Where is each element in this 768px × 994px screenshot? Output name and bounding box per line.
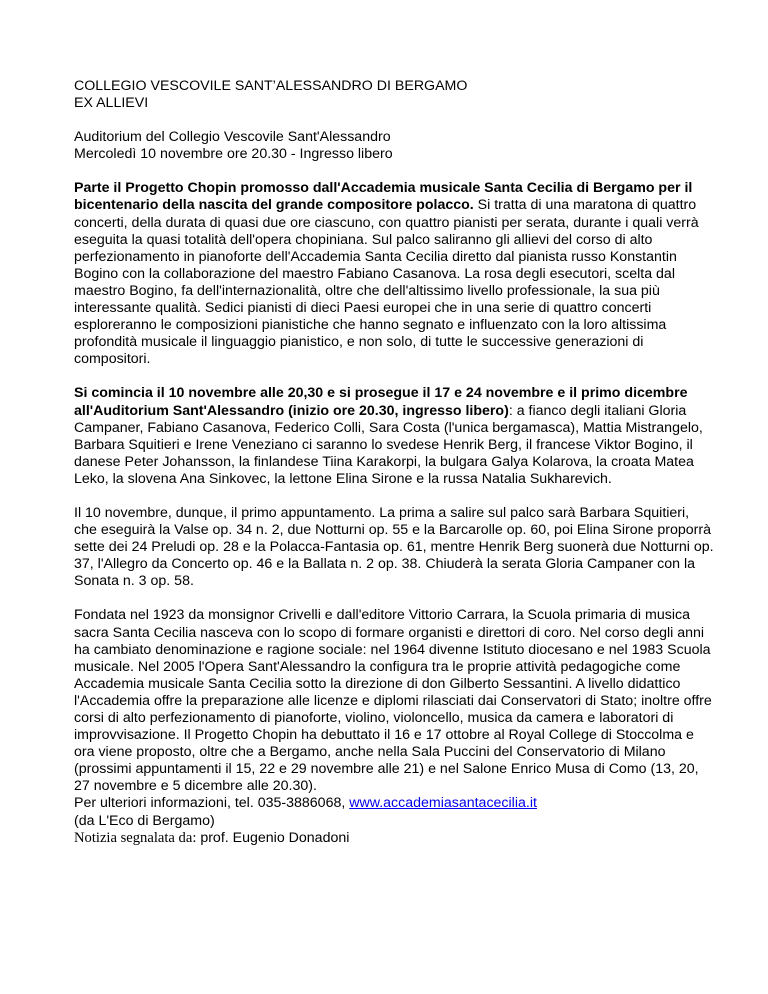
paragraph-program: Il 10 novembre, dunque, il primo appuntamento. La prima a salire sul palco sarà Barbara Squitieri, che eseguirà la Valse op. 34 n. 2, due Notturni op. 55 e la Barcarolle op. 60, poi Elina Sirone proporrà sette dei 24 Preludi op. 28 e la Polacca-Fantasia op. 61, mentre Henrik Berg suonerà due Notturni op. 37, l'Allegro da Concerto op. 46 e la Ballata n. 2 op. 38. Chiuderà la serata Gloria Campaner con la Sonata n. 3 op. 58. xyxy=(74,504,714,590)
paragraph-history: Fondata nel 1923 da monsignor Crivelli e dall'editore Vittorio Carrara, la Scuola primaria di musica sacra Santa Cecilia nasceva con lo scopo di formare organisti e direttori di coro. Nel corso degli anni ha cambiato denominazione e ragione sociale: nel 1964 divenne Istituto diocesano e nel 1983 Scuola musicale. Nel 2005 l'Opera Sant'Alessandro la configura tra le proprie attività pedagogiche come Accademia musicale Santa Cecilia sotto la direzione di don Gilberto Sessantini. A livello didattico l'Accademia offre la preparazione alle licenze e diplomi rilasciati dai Conservatori di Stato; inoltre offre corsi di alto perfezionamento di pianoforte, violino, violoncello, musica da camera e laboratori di improvvisazione. Il Progetto Chopin ha debuttato il 16 e 17 ottobre al Royal College di Stoccolma e ora viene proposto, oltre che a Bergamo, anche nella Sala Puccini del Conservatorio di Milano (prossimi appuntamenti il 15, 22 e 29 novembre alle 21) e nel Salone Enrico Musa di Como (13, 20, 27 novembre e 5 dicembre alle 20.30). xyxy=(74,607,712,795)
source-line: (da L'Eco di Bergamo) xyxy=(74,812,215,829)
signal-name: prof. Eugenio Donadoni xyxy=(196,829,350,846)
paragraph-history-block xyxy=(74,607,714,846)
info-line xyxy=(74,795,714,812)
event-info xyxy=(74,129,714,163)
signal-label: Notizia segnalata da: xyxy=(74,829,197,846)
document-page xyxy=(74,78,714,847)
paragraph-schedule-lead: Si comincia il 10 novembre alle 20,30 e si prosegue il 17 e 24 novembre e il primo dicembre all'Auditorium Sant'Alessandro (inizio ore 20.30, ingresso libero) xyxy=(74,385,688,419)
paragraph-intro-body: Si tratta di una maratona di quattro concerti, della durata di quasi due ore ciascuno, con quattro pianisti per serata, durante i quali verrà eseguita la quasi totalità dell'opera chopiniana. Sul palco saliranno gli allievi del corso di alto perfezionamento in pianoforte dell'Accademia Santa Cecilia diretto dal pianista russo Konstantin Bogino con la collaborazione del maestro Fabiano Casanova. La rosa degli esecutori, scelta dal maestro Bogino, fa dell'internazionalità, oltre che dell'altissimo livello professionale, la sua più interessante qualità. Sedici pianisti di dieci Paesi europei che in una serie di quattro concerti esploreranno le composizioni pianistiche che hanno segnato e influenzato con la loro altissima profondità musicale il linguaggio pianistico, e non solo, di tutte le successive generazioni di compositori. xyxy=(74,197,699,368)
event-date: Mercoledì 10 novembre ore 20.30 - Ingresso libero xyxy=(74,146,393,163)
header-subtitle: EX ALLIEVI xyxy=(74,95,149,112)
paragraph-schedule-body: : a fianco degli italiani Gloria Campaner, Fabiano Casanova, Federico Colli, Sara Costa (l'unica bergamasca), Mattia Mistrangelo, Barbara Squitieri e Irene Veneziano ci saranno lo svedese Henrik Berg, il francese Viktor Bogino, il danese Peter Johansson, la finlandese Tiina Karakorpi, la bulgara Galya Kolarova, la croata Matea Leko, la slovena Ana Sinkovec, la lettone Elina Sirone e la russa Natalia Sukharevich. xyxy=(74,402,703,487)
paragraph-intro-lead: Parte il Progetto Chopin promosso dall'Accademia musicale Santa Cecilia di Bergamo per il bicentenario della nascita del grande compositore polacco. xyxy=(74,180,693,214)
document-header xyxy=(74,78,714,112)
signal-line xyxy=(74,830,714,847)
event-venue: Auditorium del Collegio Vescovile Sant'Alessandro xyxy=(74,129,391,146)
website-link[interactable]: www.accademiasantacecilia.it xyxy=(349,795,537,812)
paragraph-schedule xyxy=(74,385,714,488)
info-prefix: Per ulteriori informazioni, tel. 035-3886068, xyxy=(74,795,350,812)
header-title: COLLEGIO VESCOVILE SANT’ALESSANDRO DI BERGAMO xyxy=(74,78,468,94)
paragraph-intro xyxy=(74,180,714,368)
